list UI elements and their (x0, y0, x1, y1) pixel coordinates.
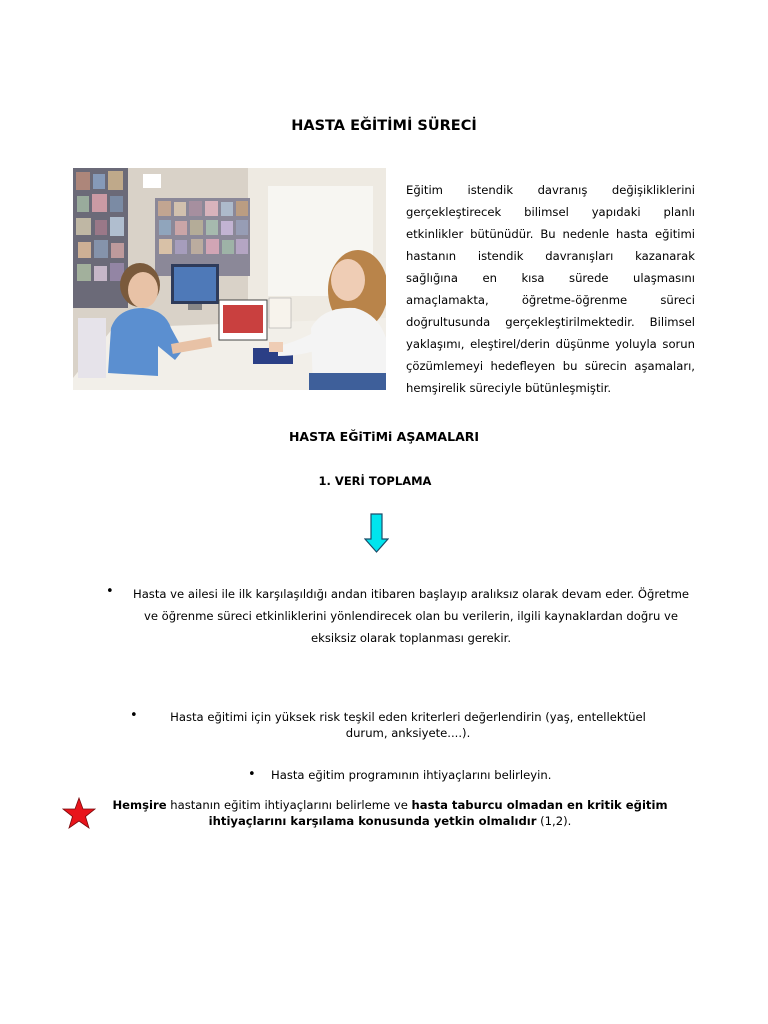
star-icon (62, 797, 96, 829)
bullet-icon: • (106, 584, 114, 599)
bullet-icon: • (248, 767, 256, 782)
down-arrow-icon (364, 513, 389, 553)
bullet-item: Hasta eğitim programının ihtiyaçlarını belirleyin. (271, 768, 552, 782)
bullet-item: Hasta eğitimi için yüksek risk teşkil eden kriterleri değerlendirin (yaş, entellektüel durum, anksiyete....). (170, 710, 646, 740)
important-note (110, 797, 670, 829)
note-text: hastanın eğitim ihtiyaçlarını belirleme ve (166, 798, 412, 812)
section-title: HASTA EĞiTiMi AŞAMALARI (288, 429, 480, 444)
step-title: 1. VERİ TOPLAMA (318, 474, 432, 488)
bullet-icon: • (130, 708, 138, 723)
intro-paragraph: Eğitim istendik davranış değişikliklerini gerçekleştirecek bilimsel yapıdaki planlı etkinlikler bütünüdür. Bu nedenle hasta eğitimi hastanın istendik davranışları kazanarak sağlığına en kısa sürede ulaşmasını amaçlamakta, öğretme-öğrenme süreci doğrultusunda gerçekleştirilmektedir. Bilimsel yaklaşımı, eleştirel/derin düşünme yoluyla sorun çözümlemeyi hedefleyen bu sürecin aşamaları, hemşirelik süreciyle bütünleşmiştir. (406, 183, 695, 395)
note-citation: (1,2). (536, 814, 572, 828)
patient-education-photo (73, 168, 386, 390)
note-bold-subject: Hemşire (112, 798, 167, 812)
document-title: HASTA EĞİTİMİ SÜRECİ (291, 118, 477, 134)
bullet-item: Hasta ve ailesi ile ilk karşılaşıldığı andan itibaren başlayıp aralıksız olarak devam eder. Öğretme ve öğrenme süreci etkinliklerini yönlendirecek olan bu verilerin, ilgili kaynaklardan doğru ve eksiksiz olarak toplanması gerekir. (132, 587, 690, 645)
note-bold-emphasis: hasta taburcu olmadan en kritik eğitim ihtiyaçlarını karşılama konusunda yetkin olmalıdır (208, 798, 668, 828)
